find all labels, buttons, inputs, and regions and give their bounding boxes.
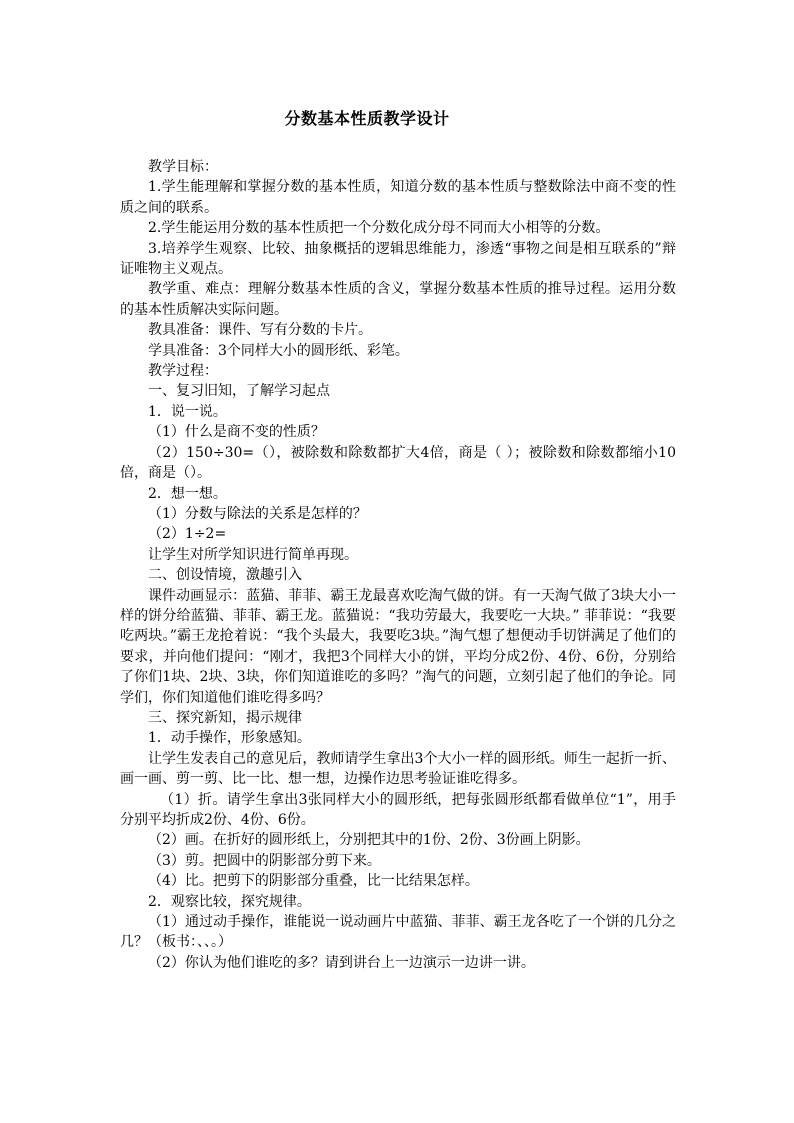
document-title: 分数基本性质教学设计 <box>284 109 450 128</box>
paragraph: （1）分数与除法的关系是怎样的？ <box>148 505 367 522</box>
paragraph: 1．动手操作，形象感知。 <box>148 730 311 747</box>
paragraph: （2）1÷2= <box>148 526 227 543</box>
paragraph: 三、探究新知，揭示规律 <box>148 709 302 726</box>
paragraph: 3.培养学生观察、比较、抽象概括的逻辑思维能力，渗透“事物之间是相互联系的”辩证唯物主义观点。 <box>120 240 676 278</box>
paragraph: 教学过程： <box>148 363 218 380</box>
paragraph: 1．说一说。 <box>148 403 227 420</box>
paragraph: （2）画。在折好的圆形纸上，分别把其中的1份、2份、3份画上阴影。 <box>148 832 590 849</box>
paragraph: （1）折。请学生拿出3张同样大小的圆形纸，把每张圆形纸都看做单位“1”，用手分别平均折成2份、4份、6份。 <box>120 791 676 828</box>
paragraph: 2．想一想。 <box>148 485 227 502</box>
paragraph: 教学目标： <box>148 159 218 175</box>
paragraph: 教具准备：课件、写有分数的卡片。 <box>148 322 372 339</box>
paragraph: 2.学生能运用分数的基本性质把一个分数化成分母不同而大小相等的分数。 <box>148 220 610 237</box>
paragraph: （2）150÷30=（），被除数和除数都扩大4倍，商是（ ）；被除数和除数都缩小10倍，商是（）。 <box>120 444 676 482</box>
paragraph: 课件动画显示：蓝猫、菲菲、霸王龙最喜欢吃淘气做的饼。有一天淘气做了3块大小一样的饼分给蓝猫、菲菲、霸王龙。蓝猫说：“我功劳最大，我要吃一大块。” 菲菲说：“我要吃两块。”霸王龙抢着说：“我个头最大，我要吃3块。”淘气想了想便动手切饼满足了他们的要求，并向他们提问：“刚才，我把3个同样大小的饼，平均分成2份、4份、6份，分别给了你们1块、2块、3块，你们知道谁吃的多吗？”淘气的问题，立刻引起了他们的争论。同学们，你们知道他们谁吃得多吗？ <box>120 587 676 706</box>
paragraph: 让学生对所学知识进行简单再现。 <box>148 546 358 563</box>
paragraph: 学具准备：3个同样大小的圆形纸、彩笔。 <box>148 342 409 359</box>
paragraph: 教学重、难点：理解分数基本性质的含义，掌握分数基本性质的推导过程。运用分数的基本性质解决实际问题。 <box>120 281 676 318</box>
paragraph: 1.学生能理解和掌握分数的基本性质，知道分数的基本性质与整数除法中商不变的性质之间的联系。 <box>120 179 676 216</box>
paragraph: 一、复习旧知，了解学习起点 <box>148 383 330 400</box>
paragraph: （1）通过动手操作，谁能说一说动画片中蓝猫、菲菲、霸王龙各吃了一个饼的几分之几？（板书：、、。） <box>120 914 676 951</box>
paragraph: （2）你认为他们谁吃的多？请到讲台上一边演示一边讲一讲。 <box>148 954 535 971</box>
paragraph: 二、创设情境，激趣引入 <box>148 567 302 584</box>
paragraph: （4）比。把剪下的阴影部分重叠，比一比结果怎样。 <box>148 873 479 890</box>
paragraph: 让学生发表自己的意见后，教师请学生拿出3个大小一样的圆形纸。师生一起折一折、画一画、剪一剪、比一比、想一想，边操作边思考验证谁吃得多。 <box>120 750 676 788</box>
paragraph: （3）剪。把圆中的阴影部分剪下来。 <box>148 852 381 869</box>
paragraph: 2．观察比较，探究规律。 <box>148 893 311 910</box>
document-body <box>120 157 676 973</box>
paragraph: （1）什么是商不变的性质？ <box>148 424 325 441</box>
